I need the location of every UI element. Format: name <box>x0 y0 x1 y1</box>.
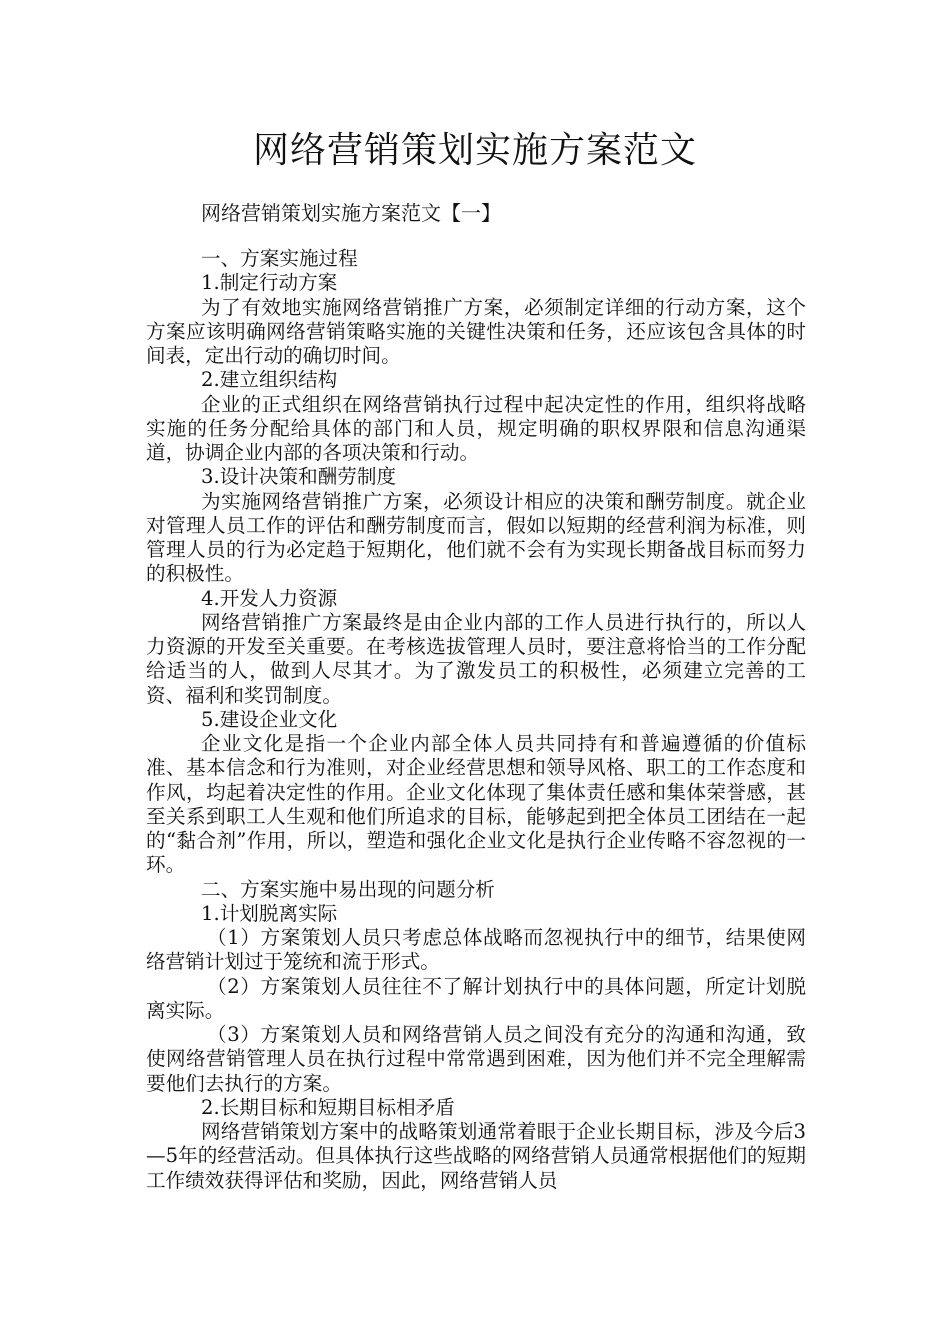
subsection-heading: 2.建立组织结构 <box>201 368 338 392</box>
body-paragraph: 企业的正式组织在网络营销执行过程中起决定性的作用，组织将战略实施的任务分配给具体的部门和人员，规定明确的职权界限和信息沟通渠道，协调企业内部的各项决策和行动。 <box>146 392 806 464</box>
section-heading: 一、方案实施过程 <box>201 247 358 270</box>
subsection-heading: 4.开发人力资源 <box>201 586 338 610</box>
body-paragraph: 为了有效地实施网络营销推广方案，必须制定详细的行动方案，这个方案应该明确网络营销策略实施的关键性决策和任务，还应该包含具体的时间表，定出行动的确切时间。 <box>146 295 806 367</box>
section-heading: 二、方案实施中易出现的问题分析 <box>201 877 495 901</box>
document-subtitle: 网络营销策划实施方案范文【一】 <box>201 201 501 225</box>
subsection-heading: 3.设计决策和酬劳制度 <box>201 465 397 489</box>
document-title: 网络营销策划实施方案范文 <box>252 130 697 171</box>
list-paragraph: （1）方案策划人员只考虑总体战略而忽视执行中的细节，结果使网络营销计划过于笼统和流于形式。 <box>146 926 806 974</box>
list-paragraph: （2）方案策划人员往往不了解计划执行中的具体问题，所定计划脱离实际。 <box>146 974 806 1022</box>
list-paragraph: （3）方案策划人员和网络营销人员之间没有充分的沟通和沟通，致使网络营销管理人员在执行过程中常常遇到困难，因为他们并不完全理解需要他们去执行的方案。 <box>146 1023 806 1095</box>
document-body <box>146 247 806 1193</box>
body-paragraph: 为实施网络营销推广方案，必须设计相应的决策和酬劳制度。就企业对管理人员工作的评估和酬劳制度而言，假如以短期的经营利润为标准，则管理人员的行为必定趋于短期化，他们就不会有为实现长期备战目标而努力的积极性。 <box>146 489 806 586</box>
subsection-heading: 1.计划脱离实际 <box>201 901 338 925</box>
subsection-heading: 2.长期目标和短期目标相矛盾 <box>201 1095 455 1119</box>
body-paragraph: 网络营销推广方案最终是由企业内部的工作人员进行执行的，所以人力资源的开发至关重要。在考核选拔管理人员时，要注意将恰当的工作分配给适当的人，做到人尽其才。为了激发员工的积极性，必须建立完善的工资、福利和奖罚制度。 <box>146 610 806 707</box>
body-paragraph: 企业文化是指一个企业内部全体人员共同持有和普遍遵循的价值标准、基本信念和行为准则，对企业经营思想和领导风格、职工的工作态度和作风，均起着决定性的作用。企业文化体现了集体责任感和集体荣誉感，甚至关系到职工人生观和他们所追求的目标，能够起到把全体员工团结在一起的“黏合剂”作用，所以，塑造和强化企业文化是执行企业传略不容忽视的一环。 <box>146 732 806 877</box>
body-paragraph: 网络营销策划方案中的战略策划通常着眼于企业长期目标，涉及今后3—5年的经营活动。但具体执行这些战略的网络营销人员通常根据他们的短期工作绩效获得评估和奖励，因此，网络营销人员 <box>146 1120 806 1192</box>
subsection-heading: 5.建设企业文化 <box>201 707 338 731</box>
subsection-heading: 1.制定行动方案 <box>201 271 338 295</box>
